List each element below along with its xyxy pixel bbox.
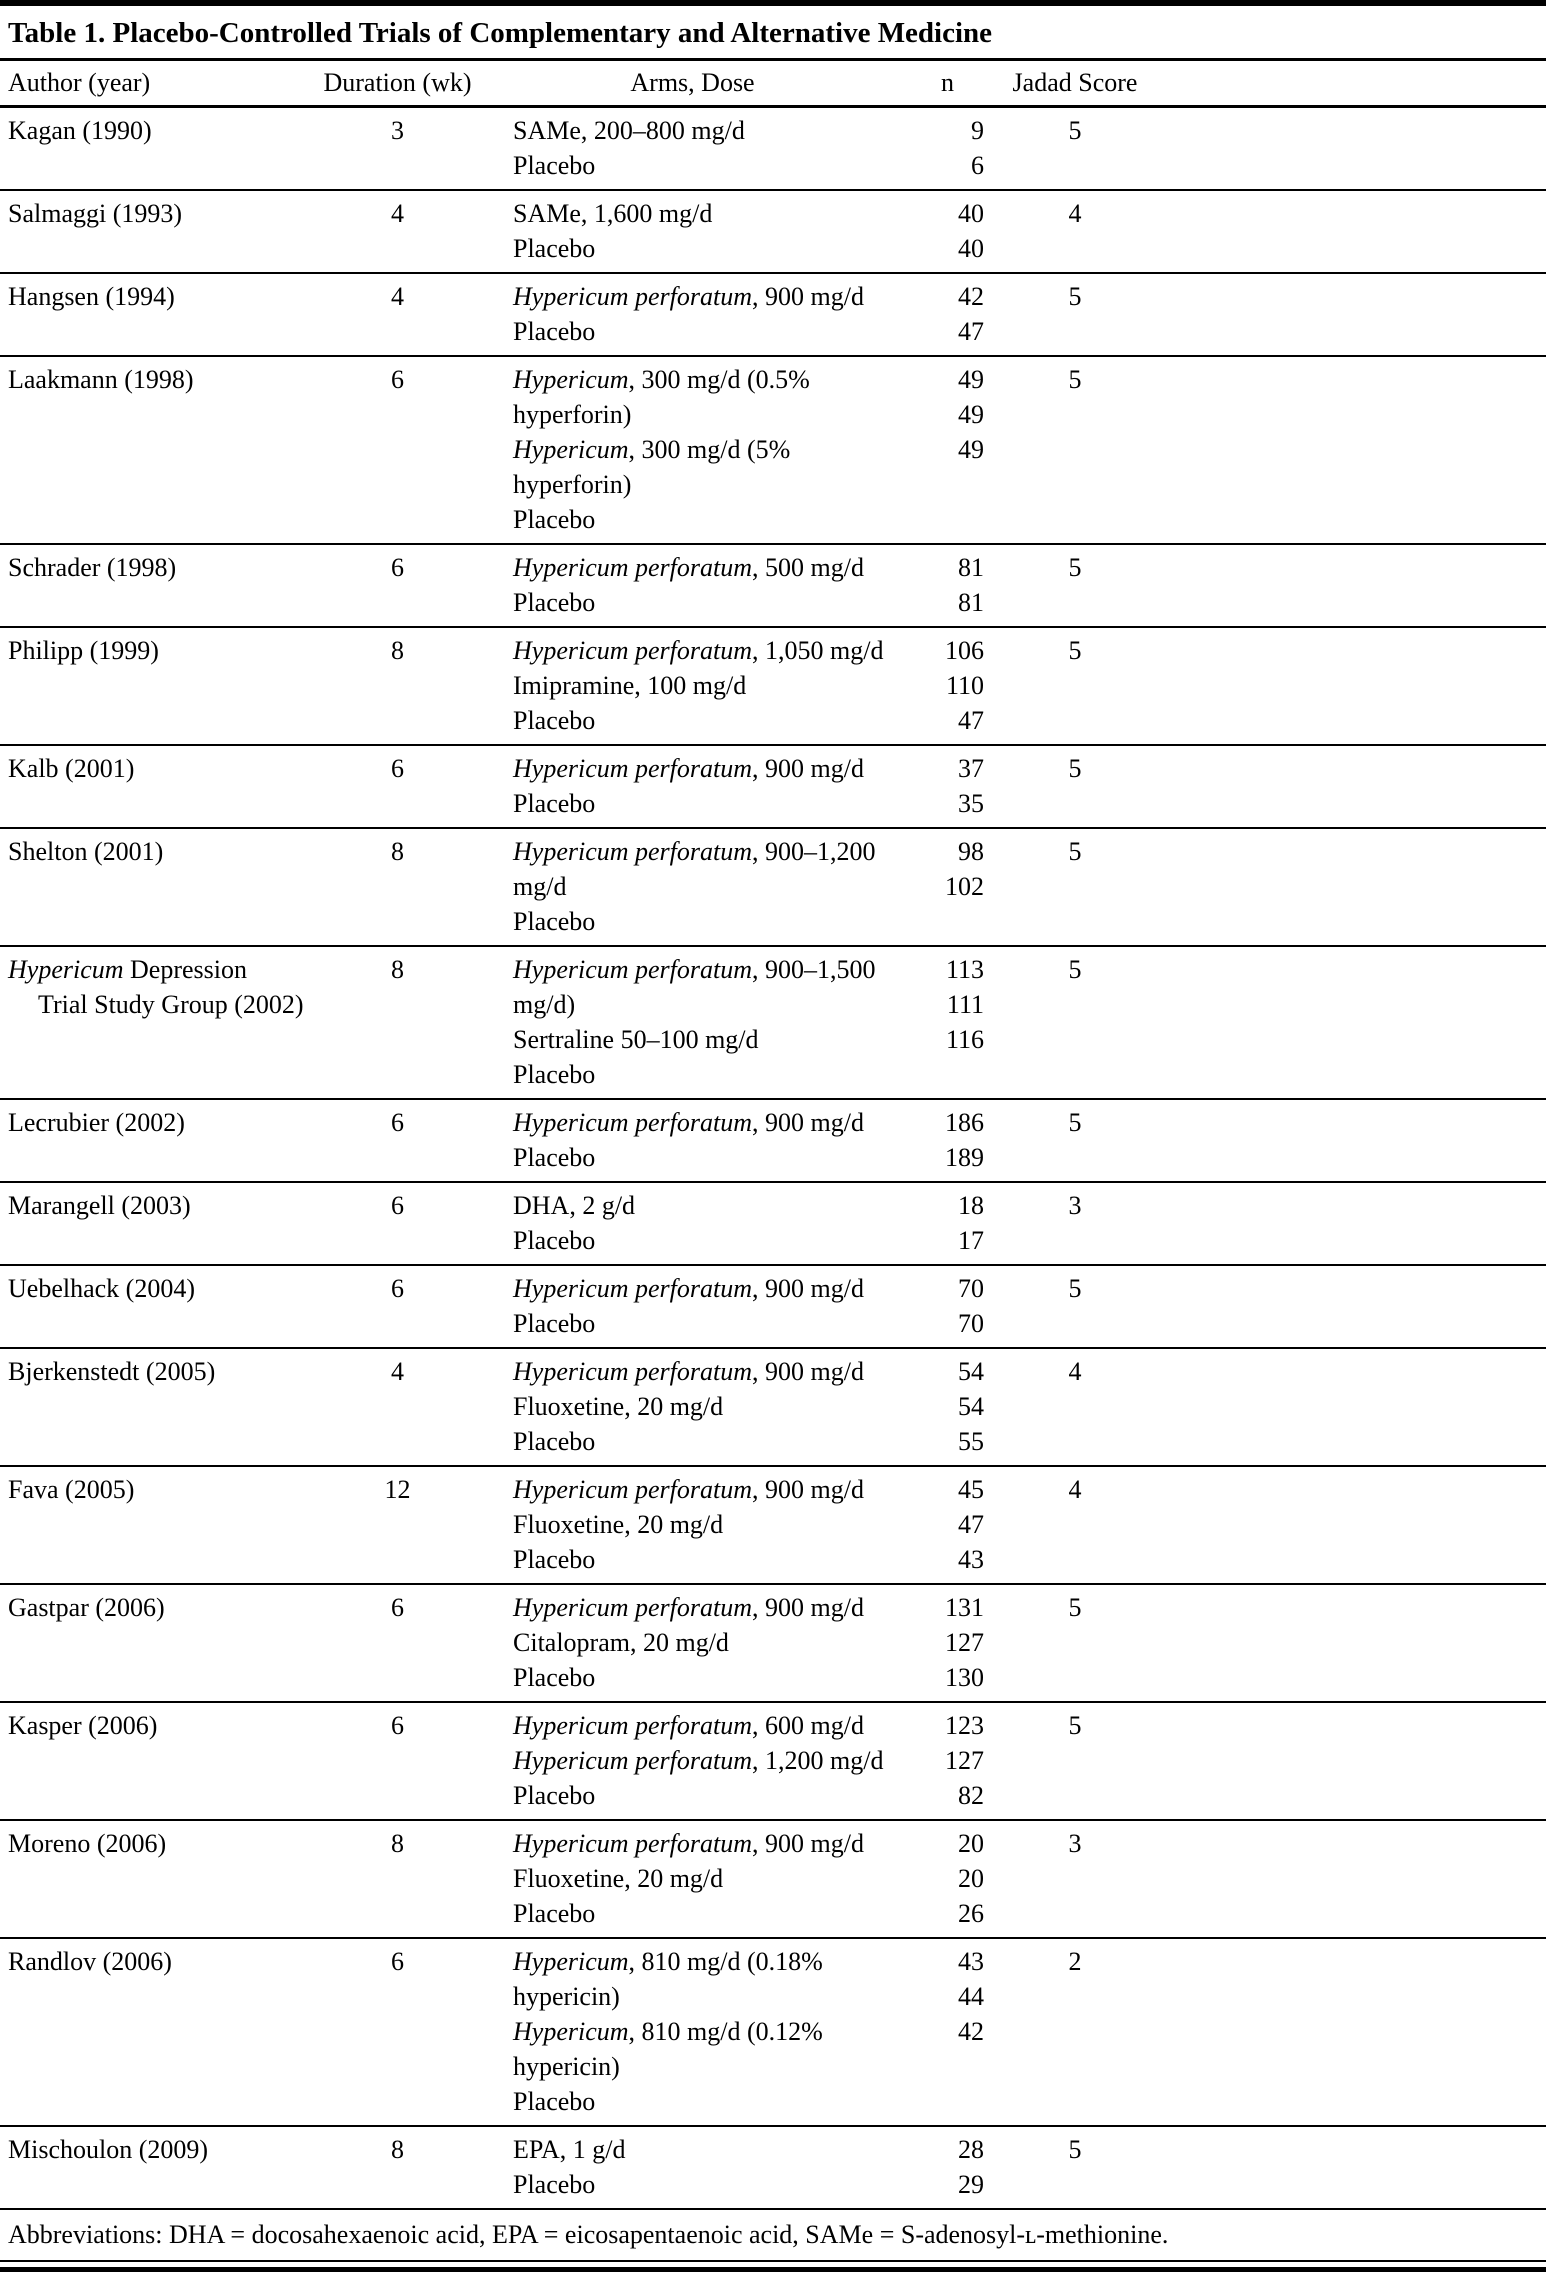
arms-cell — [480, 356, 905, 544]
duration-cell — [315, 1466, 480, 1584]
duration-cell — [315, 107, 480, 191]
duration-cell — [315, 190, 480, 273]
author-cell — [0, 1702, 315, 1820]
n-cell — [905, 1466, 990, 1584]
text-line: 6 — [391, 365, 404, 394]
jadad-cell — [990, 828, 1160, 946]
author-cell — [0, 1584, 315, 1702]
text-line: Kagan (1990) — [8, 116, 152, 145]
n-cell — [905, 1348, 990, 1466]
text-line: 47 — [958, 1510, 984, 1539]
duration-cell — [315, 745, 480, 828]
text-line: 8 — [391, 837, 404, 866]
text-line: Placebo — [513, 1060, 596, 1089]
spacer-cell — [1160, 828, 1546, 946]
arms-cell — [480, 1348, 905, 1466]
text-line: 5 — [1068, 2135, 1082, 2164]
text-line: 6 — [391, 553, 404, 582]
text-line: Fava (2005) — [8, 1475, 135, 1504]
n-cell — [905, 1938, 990, 2126]
text-line: 116 — [945, 1025, 984, 1054]
text-line: 3 — [1068, 1829, 1082, 1858]
text-line: 40 — [958, 199, 984, 228]
text-line: Hypericum perforatum, 500 mg/d — [513, 553, 864, 582]
text-line: Hypericum, 300 mg/d (0.5% hyperforin) — [513, 365, 810, 429]
text-line: Placebo — [513, 1427, 596, 1456]
study-row — [0, 1182, 1546, 1265]
text-line: 43 — [958, 1545, 984, 1574]
text-line: 110 — [945, 671, 984, 700]
text-line: Sertraline 50–100 mg/d — [513, 1025, 759, 1054]
n-cell — [905, 1099, 990, 1182]
spacer-cell — [1160, 1820, 1546, 1938]
jadad-cell — [990, 2126, 1160, 2209]
text-line: Placebo — [513, 907, 596, 936]
study-row — [0, 1348, 1546, 1466]
study-row — [0, 1099, 1546, 1182]
text-line: 3 — [1068, 1191, 1082, 1220]
spacer-cell — [1160, 627, 1546, 745]
n-cell — [905, 745, 990, 828]
arms-cell — [480, 190, 905, 273]
text-line: 6 — [971, 151, 984, 180]
text-line: 113 — [945, 955, 984, 984]
text-line: Hypericum, 300 mg/d (5% hyperforin) — [513, 435, 791, 499]
text-line: Hypericum perforatum, 900 mg/d — [513, 282, 864, 311]
duration-cell — [315, 1099, 480, 1182]
text-line: 3 — [391, 116, 404, 145]
text-line: Mischoulon (2009) — [8, 2135, 209, 2164]
spacer-cell — [1160, 946, 1546, 1099]
text-line: 6 — [391, 754, 404, 783]
text-line: Placebo — [513, 151, 596, 180]
text-line: Moreno (2006) — [8, 1829, 167, 1858]
text-line: 20 — [958, 1864, 984, 1893]
jadad-cell — [990, 107, 1160, 191]
text-line: 98 — [958, 837, 984, 866]
text-line: 35 — [958, 789, 984, 818]
author-cell — [0, 1938, 315, 2126]
text-line: Hypericum perforatum, 900 mg/d — [513, 1593, 864, 1622]
text-line: SAMe, 1,600 mg/d — [513, 199, 713, 228]
text-line: 44 — [958, 1982, 984, 2011]
text-line: 5 — [1068, 116, 1082, 145]
text-line: 81 — [958, 553, 984, 582]
text-line: 42 — [958, 2017, 984, 2046]
text-line: Placebo — [513, 317, 596, 346]
arms-cell — [480, 1099, 905, 1182]
arms-cell — [480, 544, 905, 627]
header-row — [0, 61, 1546, 107]
text-line: 130 — [945, 1663, 984, 1692]
study-row — [0, 946, 1546, 1099]
study-row — [0, 2126, 1546, 2209]
study-row — [0, 107, 1546, 191]
text-line: 5 — [1068, 282, 1082, 311]
duration-cell — [315, 627, 480, 745]
text-line: Hypericum perforatum, 900 mg/d — [513, 1108, 864, 1137]
text-line: 12 — [384, 1475, 411, 1504]
text-line: 81 — [958, 588, 984, 617]
duration-cell — [315, 1702, 480, 1820]
text-line: Trial Study Group (2002) — [38, 990, 304, 1019]
spacer-cell — [1160, 356, 1546, 544]
column-header-n: n — [905, 61, 990, 107]
column-header-author: Author (year) — [0, 61, 315, 107]
text-line: 42 — [958, 282, 984, 311]
text-line: Hypericum perforatum, 900–1,200 mg/d — [513, 837, 876, 901]
text-line: 37 — [958, 754, 984, 783]
n-cell — [905, 946, 990, 1099]
text-line: 6 — [391, 1711, 404, 1740]
text-line: Kasper (2006) — [8, 1711, 158, 1740]
text-line: Hypericum perforatum, 900 mg/d — [513, 1475, 864, 1504]
text-line: Placebo — [513, 1226, 596, 1255]
duration-cell — [315, 1584, 480, 1702]
text-line: 6 — [391, 1593, 404, 1622]
text-line: 6 — [391, 1947, 404, 1976]
jadad-cell — [990, 1584, 1160, 1702]
text-line: 6 — [391, 1191, 404, 1220]
text-line: Placebo — [513, 1663, 596, 1692]
text-line: 5 — [1068, 1274, 1082, 1303]
spacer-cell — [1160, 1466, 1546, 1584]
jadad-cell — [990, 1820, 1160, 1938]
study-row — [0, 544, 1546, 627]
jadad-cell — [990, 1702, 1160, 1820]
text-line: Hypericum perforatum, 1,050 mg/d — [513, 636, 884, 665]
author-cell — [0, 1099, 315, 1182]
text-line: 45 — [958, 1475, 984, 1504]
text-line: Fluoxetine, 20 mg/d — [513, 1864, 724, 1893]
spacer-cell — [1160, 544, 1546, 627]
text-line: 29 — [958, 2170, 984, 2199]
text-line: Lecrubier (2002) — [8, 1108, 185, 1137]
text-line: 5 — [1068, 754, 1082, 783]
text-line: 70 — [958, 1309, 984, 1338]
study-row — [0, 356, 1546, 544]
text-line: 40 — [958, 234, 984, 263]
arms-cell — [480, 1182, 905, 1265]
n-cell — [905, 1702, 990, 1820]
text-line: Hypericum perforatum, 900 mg/d — [513, 1274, 864, 1303]
text-line: Philipp (1999) — [8, 636, 159, 665]
text-line: Kalb (2001) — [8, 754, 135, 783]
text-line: Placebo — [513, 706, 596, 735]
text-line: Placebo — [513, 588, 596, 617]
text-line: SAMe, 200–800 mg/d — [513, 116, 745, 145]
text-line: Placebo — [513, 2170, 596, 2199]
arms-cell — [480, 107, 905, 191]
text-line: Laakmann (1998) — [8, 365, 194, 394]
text-line: Placebo — [513, 2087, 596, 2116]
text-line: Imipramine, 100 mg/d — [513, 671, 747, 700]
spacer-cell — [1160, 1584, 1546, 1702]
jadad-cell — [990, 1182, 1160, 1265]
author-cell — [0, 1265, 315, 1348]
text-line: 49 — [958, 365, 984, 394]
text-line: 5 — [1068, 955, 1082, 984]
arms-cell — [480, 627, 905, 745]
jadad-cell — [990, 946, 1160, 1099]
duration-cell — [315, 356, 480, 544]
text-line: Randlov (2006) — [8, 1947, 172, 1976]
text-line: Gastpar (2006) — [8, 1593, 165, 1622]
author-cell — [0, 1820, 315, 1938]
text-line: Hypericum Depression — [8, 955, 247, 984]
text-line: 8 — [391, 2135, 404, 2164]
text-line: 2 — [1068, 1947, 1082, 1976]
column-header-duration: Duration (wk) — [315, 61, 480, 107]
text-line: Placebo — [513, 1309, 596, 1338]
text-line: 54 — [958, 1392, 984, 1421]
text-line: 189 — [945, 1143, 984, 1172]
arms-cell — [480, 828, 905, 946]
study-row — [0, 190, 1546, 273]
arms-cell — [480, 946, 905, 1099]
text-line: Hypericum perforatum, 900 mg/d — [513, 1829, 864, 1858]
arms-cell — [480, 1702, 905, 1820]
abbreviations-note: Abbreviations: DHA = docosahexaenoic acid, EPA = eicosapentaenoic acid, SAMe = S-adenosyl-ʟ-methionine. — [0, 2210, 1546, 2262]
n-cell — [905, 107, 990, 191]
spacer-cell — [1160, 107, 1546, 191]
duration-cell — [315, 1182, 480, 1265]
column-header-arms: Arms, Dose — [480, 61, 905, 107]
author-cell — [0, 1466, 315, 1584]
duration-cell — [315, 946, 480, 1099]
text-line: Placebo — [513, 505, 596, 534]
jadad-cell — [990, 1466, 1160, 1584]
jadad-cell — [990, 544, 1160, 627]
duration-cell — [315, 1348, 480, 1466]
n-cell — [905, 273, 990, 356]
text-line: Placebo — [513, 1143, 596, 1172]
spacer-cell — [1160, 2126, 1546, 2209]
jadad-cell — [990, 745, 1160, 828]
arms-cell — [480, 1466, 905, 1584]
text-line: EPA, 1 g/d — [513, 2135, 626, 2164]
text-line: Fluoxetine, 20 mg/d — [513, 1510, 724, 1539]
text-line: 111 — [946, 990, 984, 1019]
duration-cell — [315, 1938, 480, 2126]
arms-cell — [480, 1938, 905, 2126]
text-line: Hypericum perforatum, 900–1,500 mg/d) — [513, 955, 876, 1019]
n-cell — [905, 1820, 990, 1938]
text-line: 106 — [945, 636, 984, 665]
table-body — [0, 107, 1546, 2210]
text-line: 5 — [1068, 1108, 1082, 1137]
text-line: 70 — [958, 1274, 984, 1303]
text-line: 5 — [1068, 837, 1082, 866]
text-line: Hypericum, 810 mg/d (0.12% hypericin) — [513, 2017, 823, 2081]
duration-cell — [315, 828, 480, 946]
study-row — [0, 1820, 1546, 1938]
author-cell — [0, 2126, 315, 2209]
text-line: 131 — [945, 1593, 984, 1622]
jadad-cell — [990, 356, 1160, 544]
spacer-cell — [1160, 1938, 1546, 2126]
spacer-cell — [1160, 745, 1546, 828]
text-line: Hangsen (1994) — [8, 282, 175, 311]
text-line: 4 — [391, 1357, 404, 1386]
text-line: Schrader (1998) — [8, 553, 177, 582]
text-line: Shelton (2001) — [8, 837, 164, 866]
column-header-spacer — [1160, 61, 1546, 107]
text-line: 54 — [958, 1357, 984, 1386]
author-cell — [0, 946, 315, 1099]
text-line: 20 — [958, 1829, 984, 1858]
text-line: 123 — [945, 1711, 984, 1740]
text-line: 8 — [391, 636, 404, 665]
duration-cell — [315, 544, 480, 627]
table-header — [0, 61, 1546, 107]
spacer-cell — [1160, 190, 1546, 273]
n-cell — [905, 2126, 990, 2209]
text-line: 8 — [391, 1829, 404, 1858]
author-cell — [0, 1182, 315, 1265]
text-line: 4 — [1068, 1475, 1082, 1504]
text-line: 127 — [945, 1746, 984, 1775]
author-cell — [0, 544, 315, 627]
study-row — [0, 745, 1546, 828]
text-line: Placebo — [513, 1899, 596, 1928]
arms-cell — [480, 1265, 905, 1348]
arms-cell — [480, 1820, 905, 1938]
text-line: Hypericum perforatum, 900 mg/d — [513, 1357, 864, 1386]
text-line: Placebo — [513, 789, 596, 818]
spacer-cell — [1160, 273, 1546, 356]
text-line: 49 — [958, 435, 984, 464]
n-cell — [905, 1265, 990, 1348]
text-line: 4 — [391, 282, 404, 311]
n-cell — [905, 1182, 990, 1265]
text-line: Uebelhack (2004) — [8, 1274, 195, 1303]
text-line: Hypericum perforatum, 1,200 mg/d — [513, 1746, 884, 1775]
n-cell — [905, 356, 990, 544]
n-cell — [905, 828, 990, 946]
text-line: 55 — [958, 1427, 984, 1456]
text-line: 4 — [391, 199, 404, 228]
text-line: 6 — [391, 1108, 404, 1137]
arms-cell — [480, 745, 905, 828]
duration-cell — [315, 2126, 480, 2209]
bottom-rule — [0, 2267, 1546, 2272]
author-cell — [0, 356, 315, 544]
text-line: Hypericum perforatum, 900 mg/d — [513, 754, 864, 783]
n-cell — [905, 627, 990, 745]
jadad-cell — [990, 1265, 1160, 1348]
text-line: 18 — [958, 1191, 984, 1220]
arms-cell — [480, 2126, 905, 2209]
arms-cell — [480, 1584, 905, 1702]
text-line: 186 — [945, 1108, 984, 1137]
text-line: 26 — [958, 1899, 984, 1928]
spacer-cell — [1160, 1702, 1546, 1820]
author-cell — [0, 107, 315, 191]
text-line: Hypericum, 810 mg/d (0.18% hypericin) — [513, 1947, 823, 2011]
text-line: Salmaggi (1993) — [8, 199, 183, 228]
author-cell — [0, 828, 315, 946]
text-line: 9 — [971, 116, 984, 145]
n-cell — [905, 190, 990, 273]
spacer-cell — [1160, 1348, 1546, 1466]
arms-cell — [480, 273, 905, 356]
text-line: 5 — [1068, 1711, 1082, 1740]
study-row — [0, 627, 1546, 745]
study-row — [0, 1265, 1546, 1348]
duration-cell — [315, 1820, 480, 1938]
text-line: Placebo — [513, 1781, 596, 1810]
text-line: 5 — [1068, 365, 1082, 394]
text-line: 8 — [391, 955, 404, 984]
n-cell — [905, 1584, 990, 1702]
trials-table — [0, 61, 1546, 2210]
text-line: Placebo — [513, 1545, 596, 1574]
text-line: 102 — [945, 872, 984, 901]
text-line: Citalopram, 20 mg/d — [513, 1628, 729, 1657]
text-line: 5 — [1068, 553, 1082, 582]
spacer-cell — [1160, 1099, 1546, 1182]
text-line: Marangell (2003) — [8, 1191, 191, 1220]
study-row — [0, 1938, 1546, 2126]
spacer-cell — [1160, 1265, 1546, 1348]
text-line: 5 — [1068, 1593, 1082, 1622]
author-cell — [0, 745, 315, 828]
jadad-cell — [990, 1348, 1160, 1466]
text-line: 127 — [945, 1628, 984, 1657]
duration-cell — [315, 1265, 480, 1348]
text-line: 6 — [391, 1274, 404, 1303]
jadad-cell — [990, 273, 1160, 356]
jadad-cell — [990, 190, 1160, 273]
text-line: 82 — [958, 1781, 984, 1810]
author-cell — [0, 627, 315, 745]
duration-cell — [315, 273, 480, 356]
table-title: Table 1. Placebo-Controlled Trials of Complementary and Alternative Medicine — [0, 6, 1546, 61]
text-line: 47 — [958, 317, 984, 346]
column-header-jadad: Jadad Score — [990, 61, 1160, 107]
study-row — [0, 1466, 1546, 1584]
text-line: Bjerkenstedt (2005) — [8, 1357, 216, 1386]
author-cell — [0, 190, 315, 273]
text-line: Fluoxetine, 20 mg/d — [513, 1392, 724, 1421]
author-cell — [0, 273, 315, 356]
study-row — [0, 1584, 1546, 1702]
spacer-cell — [1160, 1182, 1546, 1265]
jadad-cell — [990, 1099, 1160, 1182]
text-line: 17 — [958, 1226, 984, 1255]
jadad-cell — [990, 627, 1160, 745]
text-line: Hypericum perforatum, 600 mg/d — [513, 1711, 864, 1740]
jadad-cell — [990, 1938, 1160, 2126]
text-line: 49 — [958, 400, 984, 429]
study-row — [0, 1702, 1546, 1820]
text-line: 4 — [1068, 199, 1082, 228]
study-row — [0, 828, 1546, 946]
text-line: DHA, 2 g/d — [513, 1191, 636, 1220]
study-row — [0, 273, 1546, 356]
author-cell — [0, 1348, 315, 1466]
n-cell — [905, 544, 990, 627]
text-line: 4 — [1068, 1357, 1082, 1386]
text-line: 43 — [958, 1947, 984, 1976]
text-line: Placebo — [513, 234, 596, 263]
text-line: 47 — [958, 706, 984, 735]
text-line: 28 — [958, 2135, 984, 2164]
text-line: 5 — [1068, 636, 1082, 665]
